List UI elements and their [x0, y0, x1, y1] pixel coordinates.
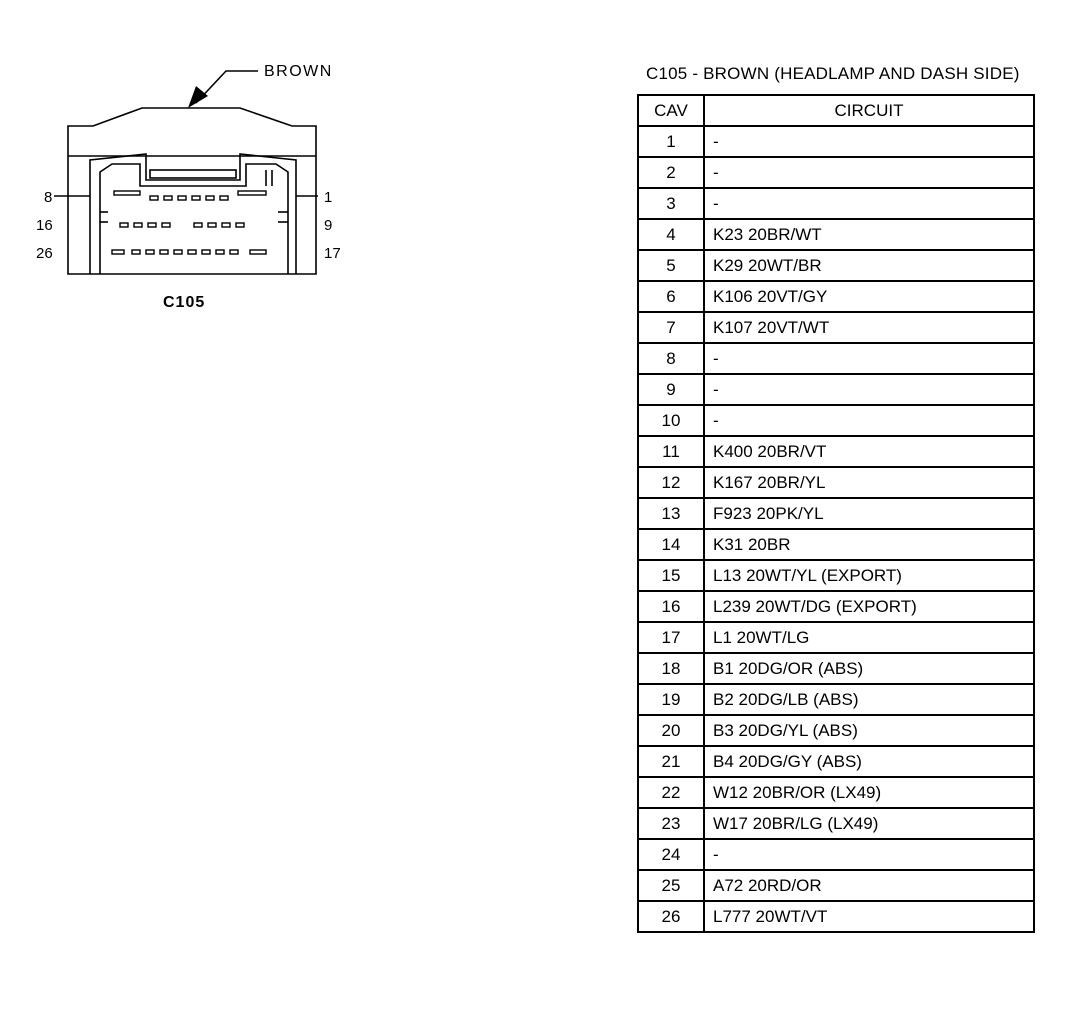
cav-cell: 1 — [638, 126, 704, 157]
circuit-cell: L239 20WT/DG (EXPORT) — [704, 591, 1034, 622]
table-row — [638, 312, 1034, 343]
cav-cell: 5 — [638, 250, 704, 281]
pin-label-9: 9 — [324, 217, 333, 234]
circuit-cell: - — [704, 374, 1034, 405]
pin-label-26: 26 — [36, 245, 53, 262]
callout-arrowhead — [188, 86, 208, 108]
table-row — [638, 622, 1034, 653]
cav-cell: 12 — [638, 467, 704, 498]
circuit-cell: K167 20BR/YL — [704, 467, 1034, 498]
circuit-cell: - — [704, 343, 1034, 374]
cav-cell: 3 — [638, 188, 704, 219]
table-row — [638, 498, 1034, 529]
table-row — [638, 653, 1034, 684]
cav-cell: 17 — [638, 622, 704, 653]
table-row — [638, 281, 1034, 312]
circuit-cell: K106 20VT/GY — [704, 281, 1034, 312]
cav-cell: 18 — [638, 653, 704, 684]
pin-label-16: 16 — [36, 217, 53, 234]
table-row — [638, 901, 1034, 932]
circuit-cell: W12 20BR/OR (LX49) — [704, 777, 1034, 808]
cav-cell: 26 — [638, 901, 704, 932]
circuit-cell: L777 20WT/VT — [704, 901, 1034, 932]
circuit-cell: - — [704, 839, 1034, 870]
table-row — [638, 808, 1034, 839]
circuit-cell: B1 20DG/OR (ABS) — [704, 653, 1034, 684]
circuit-cell: K31 20BR — [704, 529, 1034, 560]
table-row — [638, 560, 1034, 591]
cav-cell: 19 — [638, 684, 704, 715]
circuit-cell: L13 20WT/YL (EXPORT) — [704, 560, 1034, 591]
circuit-cell: - — [704, 405, 1034, 436]
cav-cell: 9 — [638, 374, 704, 405]
table-row — [638, 870, 1034, 901]
circuit-cell: B3 20DG/YL (ABS) — [704, 715, 1034, 746]
cav-cell: 6 — [638, 281, 704, 312]
cav-cell: 8 — [638, 343, 704, 374]
circuit-cell: - — [704, 126, 1034, 157]
table-row — [638, 746, 1034, 777]
table-row — [638, 219, 1034, 250]
cav-cell: 21 — [638, 746, 704, 777]
table-row — [638, 374, 1034, 405]
table-row — [638, 591, 1034, 622]
callout-leader-line — [196, 71, 258, 103]
cav-cell: 23 — [638, 808, 704, 839]
circuit-cell: K400 20BR/VT — [704, 436, 1034, 467]
table-title: C105 - BROWN (HEADLAMP AND DASH SIDE) — [646, 64, 1020, 83]
pinout-table — [637, 94, 1035, 933]
table-row — [638, 405, 1034, 436]
color-callout-label: BROWN — [264, 63, 333, 80]
table-row — [638, 126, 1034, 157]
table-row — [638, 157, 1034, 188]
cav-cell: 10 — [638, 405, 704, 436]
connector-housing-outline — [68, 108, 316, 274]
cav-cell: 14 — [638, 529, 704, 560]
table-row — [638, 777, 1034, 808]
table-row — [638, 250, 1034, 281]
circuit-cell: - — [704, 188, 1034, 219]
circuit-cell: F923 20PK/YL — [704, 498, 1034, 529]
cav-cell: 25 — [638, 870, 704, 901]
pin-label-17: 17 — [324, 245, 341, 262]
circuit-cell: W17 20BR/LG (LX49) — [704, 808, 1034, 839]
cav-cell: 15 — [638, 560, 704, 591]
cav-cell: 22 — [638, 777, 704, 808]
circuit-cell: L1 20WT/LG — [704, 622, 1034, 653]
circuit-cell: - — [704, 157, 1034, 188]
table-row — [638, 529, 1034, 560]
table-row — [638, 343, 1034, 374]
cav-cell: 16 — [638, 591, 704, 622]
table-row — [638, 467, 1034, 498]
table-header-row — [638, 95, 1034, 126]
cav-column-header: CAV — [638, 95, 704, 126]
cav-cell: 11 — [638, 436, 704, 467]
connector-id-label: C105 — [163, 294, 206, 311]
table-row — [638, 188, 1034, 219]
circuit-cell: B4 20DG/GY (ABS) — [704, 746, 1034, 777]
table-row — [638, 715, 1034, 746]
cav-cell: 2 — [638, 157, 704, 188]
cav-cell: 24 — [638, 839, 704, 870]
circuit-column-header: CIRCUIT — [704, 95, 1034, 126]
pin-label-1: 1 — [324, 189, 333, 206]
cavity-row-3 — [112, 250, 266, 254]
circuit-cell: K107 20VT/WT — [704, 312, 1034, 343]
pin-label-8: 8 — [44, 189, 53, 206]
cav-cell: 4 — [638, 219, 704, 250]
circuit-cell: K29 20WT/BR — [704, 250, 1034, 281]
cav-cell: 7 — [638, 312, 704, 343]
circuit-cell: A72 20RD/OR — [704, 870, 1034, 901]
table-row — [638, 684, 1034, 715]
cavity-row-1 — [114, 191, 266, 200]
circuit-cell: B2 20DG/LB (ABS) — [704, 684, 1034, 715]
table-row — [638, 436, 1034, 467]
cav-cell: 20 — [638, 715, 704, 746]
connector-face-drawing — [0, 0, 600, 330]
cavity-row-2 — [120, 223, 244, 227]
connector-inner-face — [90, 154, 296, 274]
pinout-table-body — [638, 126, 1034, 932]
circuit-cell: K23 20BR/WT — [704, 219, 1034, 250]
cav-cell: 13 — [638, 498, 704, 529]
table-row — [638, 839, 1034, 870]
